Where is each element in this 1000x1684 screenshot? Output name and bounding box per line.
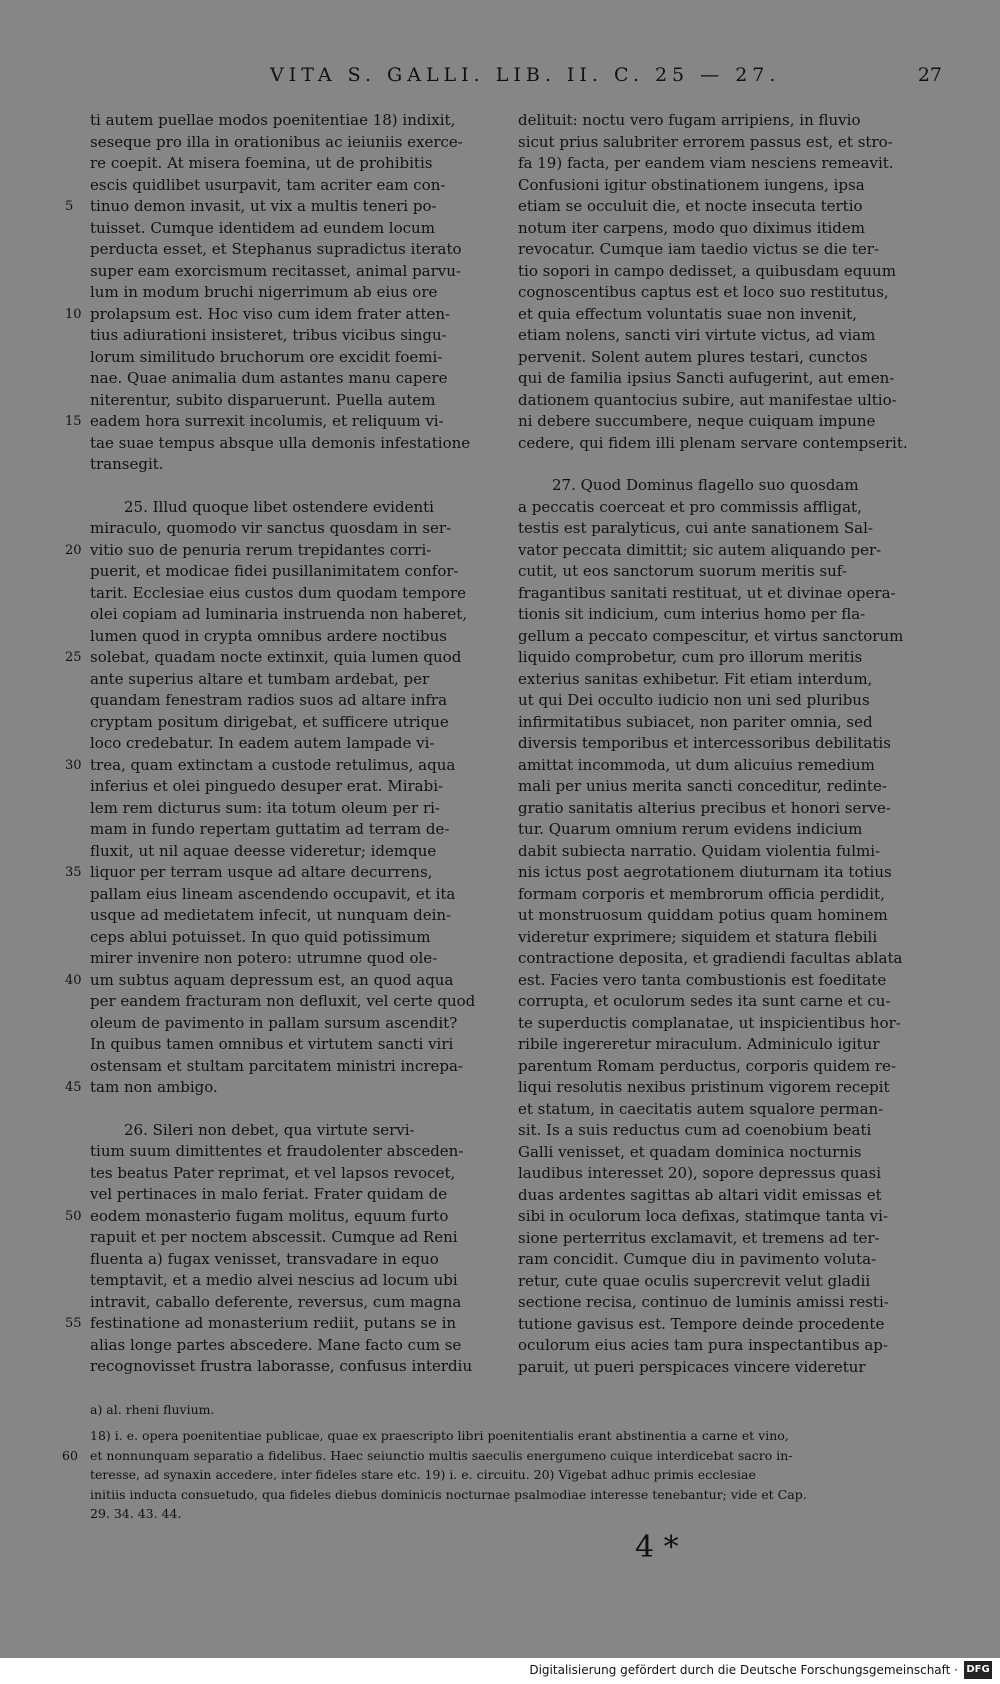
text-line — [518, 669, 924, 691]
line-text: exterius sanitas exhibetur. Fit etiam interdum, — [518, 669, 873, 688]
text-line — [518, 1185, 924, 1207]
text-line — [518, 905, 924, 927]
line-text: liqui resolutis nexibus pristinum vigorem recepit — [518, 1078, 890, 1096]
line-text: etiam nolens, sancti viri virtute victus, ad viam — [518, 326, 876, 344]
text-line — [518, 411, 924, 433]
paragraph-gap — [90, 476, 496, 497]
line-text: ostensam et stultam parcitatem ministri increpa- — [90, 1056, 463, 1075]
line-text: oleum de pavimento in pallam sursum ascendit? — [90, 1013, 458, 1032]
line-number: 10 — [65, 306, 82, 322]
line-text: fluxit, ut nil aquae deesse videretur; idemque — [90, 841, 437, 860]
text-line — [518, 862, 924, 884]
dfg-logo[interactable]: DFG — [964, 1661, 992, 1679]
line-text: seseque pro illa in orationibus ac ieiuniis exerce- — [90, 132, 463, 151]
text-line — [518, 1271, 924, 1293]
text-line — [90, 583, 496, 605]
line-text: parentum Romam perductus, corporis quidem re- — [518, 1056, 896, 1075]
text-line — [518, 218, 924, 240]
text-line — [518, 1034, 924, 1056]
line-text: re coepit. At misera foemina, ut de prohibitis — [90, 154, 433, 172]
line-text: te superductis complanatae, ut inspicientibus hor- — [518, 1013, 901, 1032]
text-line — [90, 1292, 496, 1314]
line-text: tio sopori in campo dedisset, a quibusdam equum — [518, 261, 896, 280]
line-text: escis quidlibet usurpavit, tam acriter eam con- — [90, 175, 446, 194]
text-line — [518, 1013, 924, 1035]
text-line — [518, 884, 924, 906]
text-line — [518, 970, 924, 992]
page-header — [270, 64, 942, 90]
text-line — [90, 132, 496, 154]
line-text: paruit, ut pueri perspicaces vincere videretur — [518, 1357, 866, 1376]
line-text: puerit, et modicae fidei pusillanimitatem confor- — [90, 562, 459, 580]
footnote-text: teresse, ad synaxin accedere, inter fideles stare etc. 19) i. e. circuitu. 20) Vigebat adhuc primis ecclesiae — [90, 1467, 756, 1482]
line-text: gellum a peccato compescitur, et virtus sanctorum — [518, 626, 904, 645]
line-text: dationem quantocius subire, aut manifestae ultio- — [518, 390, 897, 409]
text-line — [90, 1141, 496, 1163]
line-text: ribile ingereretur miraculum. Adminiculo igitur — [518, 1035, 880, 1053]
line-text: solebat, quadam nocte extinxit, quia lumen quod — [90, 648, 462, 666]
line-text: ni debere succumbere, neque cuiquam impune — [518, 412, 876, 430]
line-text: In quibus tamen omnibus et virtutem sancti viri — [90, 1035, 454, 1053]
line-text: Confusioni igitur obstinationem iungens, ipsa — [518, 175, 865, 194]
text-line — [518, 1120, 924, 1142]
text-line — [518, 561, 924, 583]
text-line — [518, 1357, 924, 1379]
text-line — [518, 1249, 924, 1271]
line-text: sectione recisa, continuo de luminis amissi resti- — [518, 1293, 889, 1311]
text-line — [518, 819, 924, 841]
text-line — [65, 304, 496, 326]
line-text: sit. Is a suis reductus cum ad coenobium beati — [518, 1121, 872, 1139]
text-line — [518, 991, 924, 1013]
line-text: pervenit. Solent autem plures testari, cunctos — [518, 347, 868, 366]
running-head: VITA S. GALLI. LIB. II. C. 25 — 27. — [270, 64, 781, 86]
text-line — [518, 1314, 924, 1336]
line-number: 35 — [65, 865, 82, 880]
line-text: a peccatis coerceat et pro commissis affligat, — [518, 497, 862, 516]
line-text: lumen quod in crypta omnibus ardere noctibus — [90, 626, 447, 645]
text-line — [518, 1099, 924, 1121]
line-text: amittat incommoda, ut dum alicuius remedium — [518, 755, 875, 774]
line-text: pallam eius lineam ascendendo occupavit, et ita — [90, 884, 456, 903]
line-text: quandam fenestram radios suos ad altare infra — [90, 691, 448, 709]
text-line — [90, 390, 496, 412]
text-line — [518, 1292, 924, 1314]
line-text: sibi in oculorum loca defixas, statimque tanta vi- — [518, 1207, 889, 1225]
apparatus-note: a) al. rheni fluvium. — [90, 1402, 215, 1417]
line-text: infirmitatibus subiacet, non pariter omnia, sed — [518, 712, 873, 731]
line-number: 50 — [65, 1208, 82, 1224]
line-text: um subtus aquam depressum est, an quod aqua — [90, 970, 454, 989]
line-text: laudibus interesset 20), sopore depressus quasi — [518, 1164, 882, 1182]
text-line — [90, 991, 496, 1013]
text-line — [90, 1184, 496, 1206]
text-line — [518, 1335, 924, 1357]
footnote-line — [90, 1465, 926, 1485]
line-text: fragantibus sanitati restituat, ut et divinae opera- — [518, 583, 896, 602]
line-text: miraculo, quomodo vir sanctus quosdam in ser- — [90, 519, 452, 537]
text-line — [90, 690, 496, 712]
text-line — [90, 1227, 496, 1249]
line-text: inferius et olei pinguedo desuper erat. Mirabi- — [90, 777, 444, 795]
line-text: eadem hora surrexit incolumis, et reliquum vi- — [90, 412, 444, 430]
line-text: ut monstruosum quiddam potius quam hominem — [518, 906, 888, 924]
text-line — [65, 647, 496, 669]
line-text: temptavit, et a medio alvei nescius ad locum ubi — [90, 1271, 458, 1289]
line-text: tius adiurationi insisteret, tribus vicibus singu- — [90, 326, 447, 344]
text-line — [90, 1163, 496, 1185]
line-text: tam non ambigo. — [90, 1078, 218, 1096]
text-line — [518, 282, 924, 304]
text-line — [518, 261, 924, 283]
line-text: nae. Quae animalia dum astantes manu capere — [90, 369, 448, 387]
text-line — [518, 196, 924, 218]
text-line — [90, 733, 496, 755]
text-line — [518, 239, 924, 261]
text-line — [90, 518, 496, 540]
line-text: prolapsum est. Hoc viso cum idem frater atten- — [90, 304, 451, 323]
text-line — [65, 1077, 496, 1099]
line-text: oculorum eius acies tam pura inspectantibus ap- — [518, 1336, 888, 1354]
footnote-lines — [62, 1426, 926, 1524]
line-text: 27. Quod Dominus flagello suo quosdam — [552, 476, 859, 494]
text-line — [65, 862, 496, 884]
text-line — [518, 927, 924, 949]
text-line — [65, 540, 496, 562]
line-text: cryptam positum dirigebat, et sufficere utrique — [90, 712, 449, 731]
line-text: tutione gavisus est. Tempore deinde procedente — [518, 1314, 885, 1333]
text-line — [90, 497, 496, 519]
line-text: videretur exprimere; siquidem et statura flebili — [518, 927, 878, 946]
line-text: transegit. — [90, 455, 164, 473]
footer-credit: Digitalisierung gefördert durch die Deutsche Forschungsgemeinschaft · — [529, 1663, 958, 1677]
text-line — [518, 132, 924, 154]
text-line — [518, 497, 924, 519]
text-line — [90, 626, 496, 648]
line-text: et quia effectum voluntatis suae non invenit, — [518, 304, 857, 323]
footnote-line — [90, 1426, 926, 1446]
text-line — [90, 776, 496, 798]
line-text: gratio sanitatis alterius precibus et honori serve- — [518, 798, 891, 817]
text-line — [65, 196, 496, 218]
text-line — [90, 110, 496, 132]
line-text: corrupta, et oculorum sedes ita sunt carne et cu- — [518, 992, 891, 1010]
line-text: duas ardentes sagittas ab altari vidit emissas et — [518, 1185, 882, 1204]
right-column — [518, 110, 924, 1378]
line-number: 20 — [65, 542, 82, 558]
text-line — [518, 175, 924, 197]
line-text: tae suae tempus absque ulla demonis infestatione — [90, 433, 471, 452]
text-line — [90, 175, 496, 197]
text-line — [518, 712, 924, 734]
line-text: lorum similitudo bruchorum ore excidit foemi- — [90, 347, 443, 366]
text-line — [518, 776, 924, 798]
line-text: festinatione ad monasterium rediit, putans se in — [90, 1314, 457, 1332]
line-number: 15 — [65, 414, 82, 429]
text-line — [518, 948, 924, 970]
text-line — [518, 304, 924, 326]
text-line — [90, 927, 496, 949]
line-text: et statum, in caecitatis autem squalore perman- — [518, 1099, 884, 1118]
text-line — [90, 819, 496, 841]
text-line — [518, 475, 924, 497]
text-line — [518, 647, 924, 669]
line-number: 40 — [65, 972, 82, 988]
text-line — [518, 690, 924, 712]
text-line — [518, 1228, 924, 1250]
line-number: 5 — [65, 199, 74, 214]
text-line — [90, 325, 496, 347]
text-line — [65, 970, 496, 992]
text-line — [65, 411, 496, 433]
line-text: ante superius altare et tumbam ardebat, per — [90, 669, 430, 688]
line-text: vitio suo de penuria rerum trepidantes corri- — [90, 540, 432, 559]
paragraph-gap — [518, 454, 924, 475]
left-column — [65, 110, 496, 1378]
text-line — [518, 368, 924, 390]
line-text: intravit, caballo deferente, reversus, cum magna — [90, 1292, 462, 1311]
text-line — [90, 604, 496, 626]
text-line — [90, 669, 496, 691]
line-text: usque ad medietatem infecit, ut nunquam dein- — [90, 906, 452, 924]
text-line — [518, 1077, 924, 1099]
line-text: cognoscentibus captus est et loco suo restitutus, — [518, 283, 889, 301]
text-line — [518, 1206, 924, 1228]
line-text: est. Facies vero tanta combustionis est foeditate — [518, 970, 887, 989]
footnote-text: et nonnunquam separatio a fidelibus. Haec seiunctio multis saeculis energumeno cuique interdicebat sacro in- — [90, 1447, 793, 1463]
line-text: tur. Quarum omnium rerum evidens indicium — [518, 820, 863, 838]
line-text: cutit, ut eos sanctorum suorum meritis suf- — [518, 562, 847, 580]
footnote-text: initiis inducta consuetudo, qua fideles diebus dominicis nocturnae psalmodiae interesse tenebantur; vide et Cap. — [90, 1486, 807, 1502]
line-text: ut qui Dei occulto iudicio non uni sed pluribus — [518, 691, 870, 709]
line-text: diversis temporibus et intercessoribus debilitatis — [518, 734, 891, 752]
text-line — [90, 218, 496, 240]
line-text: tarit. Ecclesiae eius custos dum quodam tempore — [90, 583, 466, 602]
footnote-text: 18) i. e. opera poenitentiae publicae, quae ex praescripto libri poenitentialis erant abstinentia a carne et vino, — [90, 1428, 789, 1443]
text-line — [65, 1206, 496, 1228]
line-text: formam corporis et membrorum officia perdidit, — [518, 884, 885, 903]
line-text: 25. Illud quoque libet ostendere evidenti — [124, 497, 434, 516]
text-line — [90, 368, 496, 390]
line-text: contractione deposita, et gradiendi facultas ablata — [518, 949, 903, 967]
line-text: loco credebatur. In eadem autem lampade vi- — [90, 734, 435, 752]
text-line — [518, 540, 924, 562]
line-text: lem rem dicturus sum: ita totum oleum per ri- — [90, 798, 440, 817]
line-text: tuisset. Cumque identidem ad eundem locum — [90, 218, 435, 237]
line-text: sicut prius salubriter errorem passus est, et stro- — [518, 132, 893, 151]
line-text: fa 19) facta, per eandem viam nesciens remeavit. — [518, 154, 894, 172]
text-line — [518, 1056, 924, 1078]
line-text: retur, cute quae oculis supercrevit velut gladii — [518, 1271, 871, 1290]
line-text: liquido comprobetur, cum pro illorum meritis — [518, 648, 863, 666]
line-text: revocatur. Cumque iam taedio victus se die ter- — [518, 240, 880, 258]
line-text: mirer invenire non potero: utrumne quod ole- — [90, 949, 438, 967]
text-line — [518, 153, 924, 175]
text-line — [518, 755, 924, 777]
line-text: tionis sit indicium, cum interius homo per fla- — [518, 605, 866, 623]
footnote-line — [90, 1504, 926, 1524]
text-line — [65, 755, 496, 777]
line-text: cedere, qui fidem illi plenam servare contempserit. — [518, 433, 908, 452]
line-text: eodem monasterio fugam molitus, equum furto — [90, 1206, 449, 1225]
paragraph-gap — [90, 1099, 496, 1120]
text-line — [518, 433, 924, 455]
line-text: ceps ablui potuisset. In quo quid potissimum — [90, 927, 431, 946]
text-line — [518, 390, 924, 412]
line-text: olei copiam ad luminaria instruenda non haberet, — [90, 605, 468, 623]
text-line — [518, 325, 924, 347]
text-line — [90, 1034, 496, 1056]
line-text: tes beatus Pater reprimat, et vel lapsos revocet, — [90, 1163, 456, 1182]
text-line — [90, 841, 496, 863]
text-line — [518, 841, 924, 863]
text-line — [90, 1013, 496, 1035]
footnote-text: 29. 34. 43. 44. — [90, 1506, 182, 1521]
text-line — [90, 712, 496, 734]
footnote-line — [62, 1446, 926, 1466]
line-text: qui de familia ipsius Sancti aufugerint, aut emen- — [518, 369, 895, 387]
text-line — [518, 604, 924, 626]
text-line — [90, 153, 496, 175]
text-line — [90, 798, 496, 820]
line-text: testis est paralyticus, cui ante sanationem Sal- — [518, 519, 873, 537]
line-number: 30 — [65, 757, 82, 773]
text-line — [518, 1142, 924, 1164]
line-number: 25 — [65, 650, 82, 665]
text-line — [90, 1249, 496, 1271]
text-line — [518, 733, 924, 755]
line-text: sione perterritus exclamavit, et tremens ad ter- — [518, 1228, 880, 1247]
line-text: Galli venisset, et quadam dominica nocturnis — [518, 1142, 862, 1161]
text-line — [65, 1313, 496, 1335]
line-text: perducta esset, et Stephanus supradictus iterato — [90, 240, 462, 258]
signature-mark: 4 * — [635, 1530, 679, 1565]
text-line — [518, 798, 924, 820]
line-text: vel pertinaces in malo feriat. Frater quidam de — [90, 1185, 448, 1203]
text-line — [90, 239, 496, 261]
footnote-line — [90, 1485, 926, 1505]
line-text: 26. Sileri non debet, qua virtute servi- — [124, 1120, 415, 1139]
text-line — [90, 1270, 496, 1292]
text-line — [518, 110, 924, 132]
line-text: liquor per terram usque ad altare decurrens, — [90, 863, 433, 881]
line-text: recognovisset frustra laborasse, confusus interdiu — [90, 1357, 473, 1375]
line-text: super eam exorcismum recitasset, animal parvu- — [90, 261, 462, 280]
footnotes — [62, 1400, 926, 1524]
line-text: tium suum dimittentes et fraudolenter absceden- — [90, 1142, 464, 1160]
line-text: per eandem fracturam non defluxit, vel certe quod — [90, 992, 476, 1010]
line-text: alias longe partes abscedere. Mane facto cum se — [90, 1335, 462, 1354]
line-text: ti autem puellae modos poenitentiae 18) indixit, — [90, 111, 456, 129]
line-number: 55 — [65, 1316, 82, 1331]
text-line — [90, 1056, 496, 1078]
text-line — [90, 261, 496, 283]
line-text: lum in modum bruchi nigerrimum ab eius ore — [90, 283, 438, 301]
line-text: vator peccata dimittit; sic autem aliquando per- — [518, 540, 882, 559]
line-text: nis ictus post aegrotationem diuturnam ita totius — [518, 863, 892, 881]
line-text: niterentur, subito disparuerunt. Puella autem — [90, 390, 436, 409]
line-number: 45 — [65, 1080, 82, 1095]
text-line — [90, 948, 496, 970]
text-line — [518, 1163, 924, 1185]
line-number: 60 — [62, 1447, 78, 1463]
text-line — [90, 454, 496, 476]
text-line — [518, 347, 924, 369]
line-text: dabit subiecta narratio. Quidam violentia fulmi- — [518, 841, 881, 860]
line-text: mam in fundo repertam guttatim ad terram de- — [90, 820, 450, 838]
line-text: rapuit et per noctem abscessit. Cumque ad Reni — [90, 1228, 458, 1246]
text-line — [90, 1356, 496, 1378]
line-text: ram concidit. Cumque diu in pavimento voluta- — [518, 1250, 877, 1268]
text-line — [518, 583, 924, 605]
line-text: notum iter carpens, modo quo diximus itidem — [518, 218, 865, 237]
text-line — [90, 1120, 496, 1142]
line-text: delituit: noctu vero fugam arripiens, in fluvio — [518, 111, 861, 129]
text-line — [518, 518, 924, 540]
text-line — [90, 433, 496, 455]
text-line — [90, 282, 496, 304]
line-text: tinuo demon invasit, ut vix a multis teneri po- — [90, 197, 437, 215]
line-text: mali per unius merita sancti conceditur, redinte- — [518, 777, 887, 795]
line-text: trea, quam extinctam a custode retulimus, aqua — [90, 755, 456, 774]
page-number: 27 — [917, 64, 942, 86]
text-line — [90, 905, 496, 927]
text-line — [518, 626, 924, 648]
text-line — [90, 884, 496, 906]
footer-bar — [0, 1658, 1000, 1684]
line-text: etiam se occuluit die, et nocte insecuta tertio — [518, 197, 863, 215]
text-line — [90, 561, 496, 583]
text-line — [90, 1335, 496, 1357]
line-text: fluenta a) fugax venisset, transvadare in equo — [90, 1249, 439, 1268]
text-line — [90, 347, 496, 369]
